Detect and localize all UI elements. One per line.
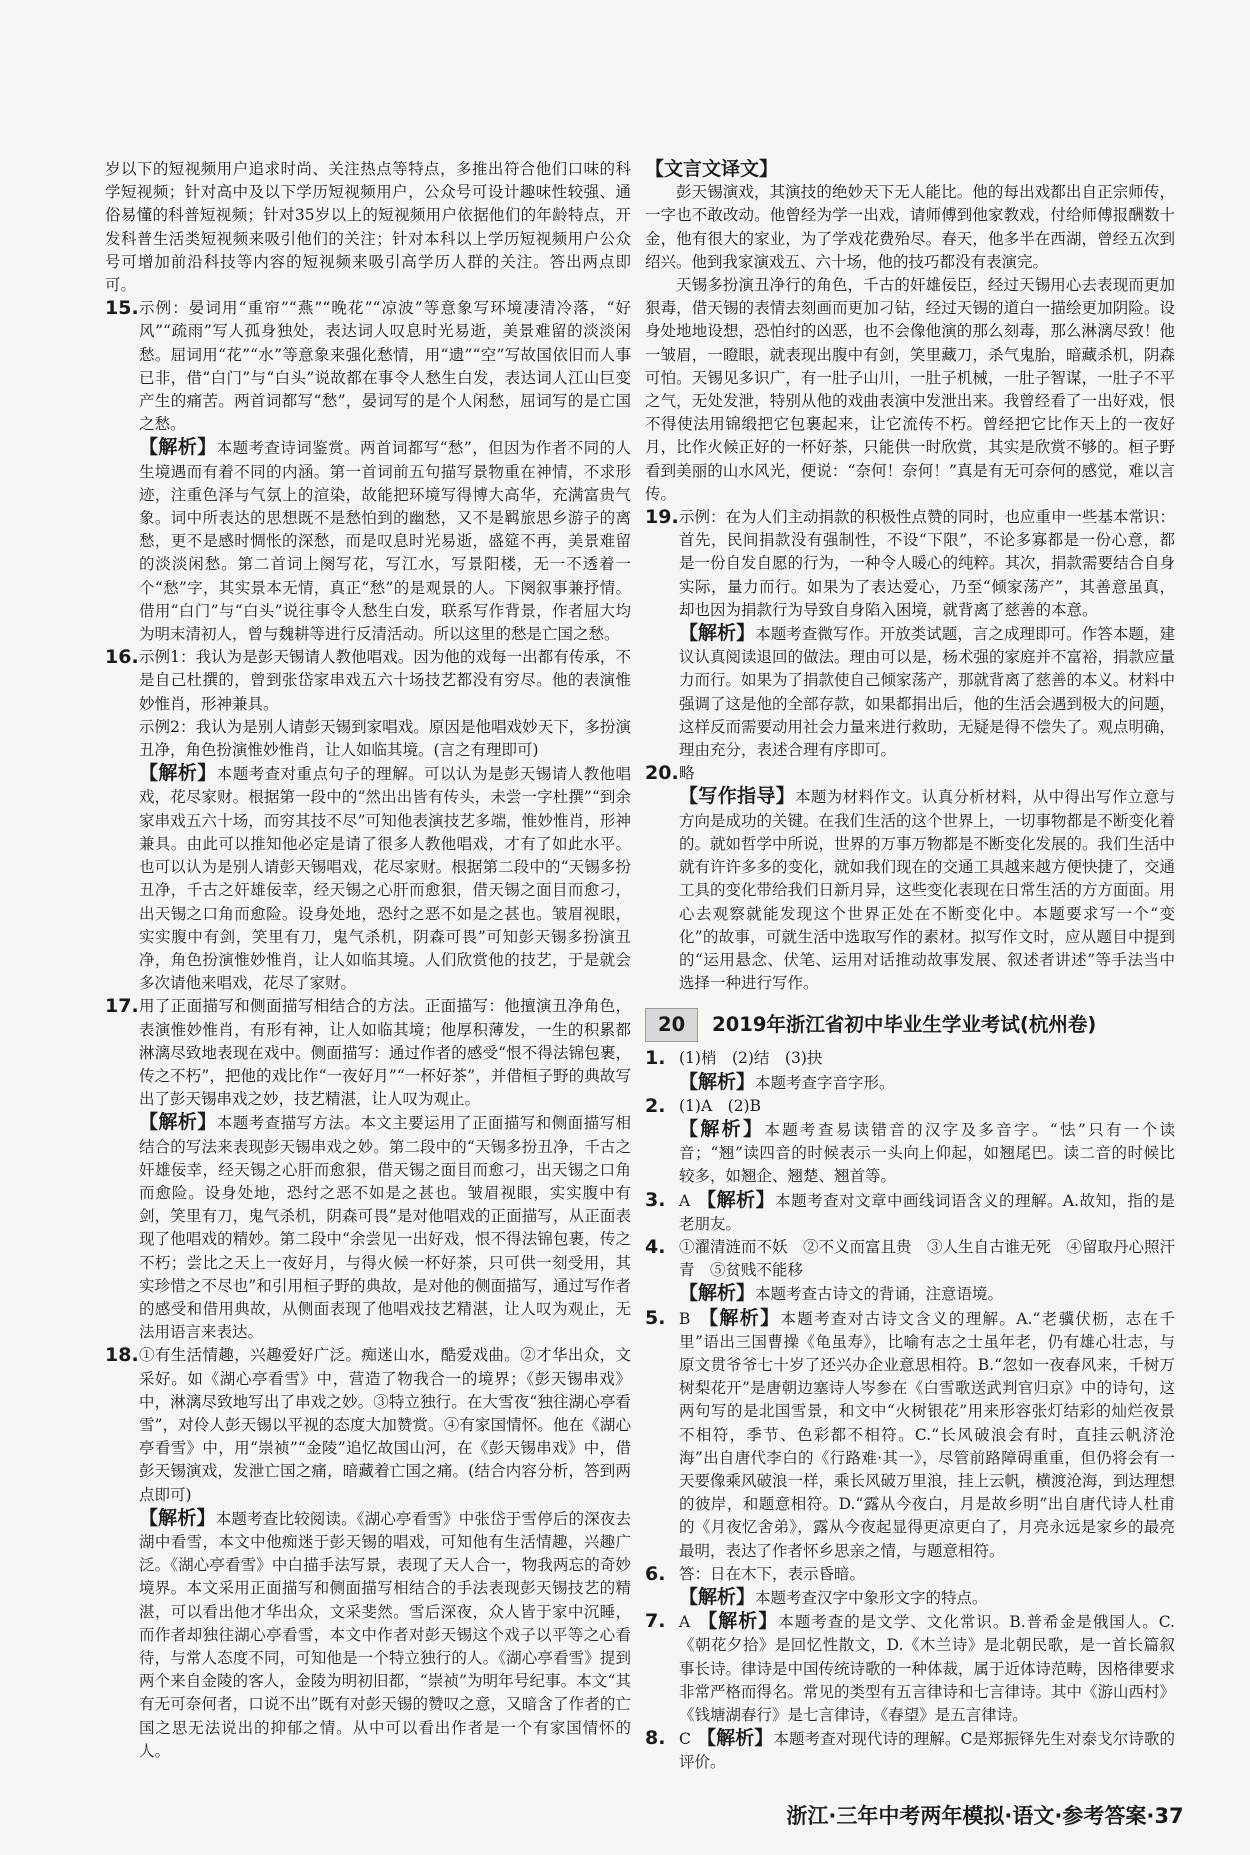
section-number: 20 [645,1008,698,1042]
translation-paragraph: 彭天锡演戏，其演技的绝妙天下无人能比。他的每出戏都出自正宗师传，一字也不敢改动。他曾经为学一出戏，请师傅到他家教戏，付给师傅报酬数十金，他有很大的家业，为了学戏花费殆尽。春天，他多半在西湖，曾经五次到绍兴。他到我家演戏五、六十场，他的技巧都没有表演完。 [645,183,1175,271]
left-column [105,158,631,1763]
analysis-text: 本题考查对文章中画线词语含义的理解。A.故知，指的是老朋友。 [679,1191,1175,1233]
analysis-tag: 【解析】 [707,1610,779,1633]
analysis-text: 本题考查易读错音的汉字及多音字。“怯”只有一个读音；“翘”读四音的时候表示一头向上仰起，如翘尾巴。读二音的时候比较多，如翘企、翘楚、翘首等。 [679,1120,1175,1186]
translation-heading: 【文言文译文】 [645,158,779,180]
analysis-tag: 【解析】 [706,1188,776,1211]
analysis-text: 本题考查微写作。开放类试题，言之成理即可。作答本题，建议认真阅读退回的做法。理由可以是，杨术强的家庭并不富裕，捐款应量力而行。如果为了捐款使自己倾家荡产，那就背离了慈善的本义。材料中强调了这是他的全部存款，如果都捐出后，他的生活会遇到极大的问题，这样反而需要动用社会力量来进行救助，无疑是得不偿失了。观点明确，理由充分，表述合理有序即可。 [679,625,1176,760]
analysis-tag: 【解析】 [708,1306,781,1329]
answer-number: 17. [105,995,139,1018]
analysis-text: 本题为材料作文。认真分析材料，从中得出写作立意与方向是成功的关键。在我们生活的这个世界上，一切事物都是不断变化着的。就如哲学中所说，世界的万事万物都是不断变化发展的。我们生活中就有许许多多的变化，就如我们现在的交通工具越来越方便快捷了，交通工具的变化带给我们日新月异，这些变化表现在日常生活的方方面面。用心去观察就能发现这个世界正处在不断变化中。本题要求写一个“变化”的故事，可就生活中选取写作的素材。拟写作文时，应从题目中提到的“运用悬念、伏笔、运用对话推动故事发展、叙述者讲述”等手法当中选择一种进行写作。 [679,788,1176,993]
analysis-text: 本题考查描写方法。本文主要运用了正面描写和侧面描写相结合的写法来表现彭天锡串戏之妙。第二段中的“天锡多扮丑净，千古之奸雄佞幸，经天锡之心肝而愈狠，借天锡之面目而愈刁，出天锡之口角而愈险。设身处地，恐纣之恶不如是之甚也。皱眉视眼，实实腹中有剑，笑里有刀，鬼气杀机，阴森可畏”是对他唱戏的正面描写，从正面表现了他唱戏的精妙。第二段中“余尝见一出好戏，恨不得法锦包裹，传之不朽；尝比之天上一夜好月，与得火候一杯好茶，只可供一刻受用，其实珍惜之不尽也”和引用桓子野的典故，是对他的侧面描写，通过写作者的感受和借用典故，从侧面表现了他唱戏技艺精湛，让人叹为观止，无法用语言来表达。 [139,1114,631,1342]
answer-8 [645,1727,1175,1774]
translation-paragraph: 天锡多扮演丑净行的角色，千古的奸雄佞臣，经过天锡用心去表现而更加狠毒，借天锡的表情去刻画而更加刁钻，经过天锡的道白一描绘更加阴险。设身处地地设想，恐怕纣的凶恶，也不会像他演的那么刻毒，那么淋漓尽致！他一皱眉，一瞪眼，就表现出腹中有剑，笑里藏刀，杀气鬼胎，暗藏杀机，阴森可怕。天锡见多识广，有一肚子山川，一肚子机械，一肚子智谋，一肚子不平之气，无处发泄，特别从他的戏曲表演中发泄出来。我曾经看了一出好戏，恨不得使法用锦缎把它包裹起来，让它流传不朽。曾经把它比作天上的一夜好月，比作火候正好的一杯好茶，只能供一时欣赏，其实是欣赏不够的。桓子野看到美丽的山水风光，便说：“奈何！奈何！”真是有无可奈何的感觉，难以言传。 [645,276,1175,503]
answer-text: ①有生活情趣，兴趣爱好广泛。痴迷山水，酷爱戏曲。②才华出众，文采好。如《湖心亭看雪》中，营造了物我合一的境界；《彭天锡串戏》中，淋漓尽致地写出了串戏之妙。③特立独行。在大雪夜“独往湖心亭看雪”，对伶人彭天锡以平视的态度大加赞赏。④有家国情怀。他在《湖心亭看雪》中，用“崇祯”“金陵”追忆故国山河，在《彭天锡串戏》中，借彭天锡演戏，发泄亡国之痛，暗藏着亡国之痛。(结合内容分析，答到两点即可) [139,1346,631,1504]
answer-1 [645,1047,1175,1094]
analysis-text: 本题考查字音字形。 [755,1073,895,1092]
analysis-text: 本题考查对古诗文含义的理解。A.“老骥伏枥，志在千里”语出三国曹操《龟虽寿》，比喻有志之士虽年老，仍有雄心壮志，与原文贯爷爷七十岁了还兴办企业意思相符。B.“忽如一夜春风来，千树万树梨花开”是唐朝边塞诗人岑参在《白雪歌送武判官归京》中的诗句，这两句写的是北国雪景，和文中“火树银花”用来形容张灯结彩的灿烂夜景不相符，季节、色彩都不相符。C.“长风破浪会有时，直挂云帆济沧海”出自唐代李白的《行路难·其一》，尽管前路障碍重重，但仍将会有一天要像乘风破浪一样，乘长风破万里浪，挂上云帆，横渡沧海，到达理想的彼岸，和题意相符。D.“露从今夜白，月是故乡明”出自唐代诗人杜甫的《月夜忆舍弟》，露从今夜起显得更凉更白了，月亮永远是家乡的最亮最明，表达了作者怀乡思亲之情，与题意相符。 [679,1309,1176,1560]
answer-text: 用了正面描写和侧面描写相结合的方法。正面描写：他擅演丑净角色，表演惟妙惟肖，有形有神，让人如临其境；他厚积薄发，一生的积累都淋漓尽致地表现在戏中。侧面描写：通过作者的感受“恨不得法锦包裹，传之不朽”，把他的戏比作“一夜好月”“一杯好茶”，并借桓子野的典故写出了彭天锡串戏之妙，技艺精湛，让人叹为观止。 [139,997,631,1109]
answer-number: 16. [105,646,139,669]
answer-number: 3. [645,1188,666,1211]
answer-text: 示例：晏词用“重帘”“燕”“晚花”“凉波”等意象写环境凄清冷落，“好风”“疏雨”写人孤身独处，表达词人叹息时光易逝，美景难留的淡淡闲愁。屈词用“花”“水”等意象来强化愁情，用“遗”“空”写故国依旧而人事已非，借“白门”与“白头”说故都在事令人愁生白发，表达词人江山巨变产生的痛苦。两首词都写“愁”，晏词写的是个人闲愁，屈词写的是亡国之愁。 [139,299,631,434]
analysis-tag: 【解析】 [679,622,756,645]
answer-7 [645,1610,1175,1727]
answer-18 [105,1344,631,1763]
answer-text: 略 [679,764,695,783]
section-title: 2019年浙江省初中毕业生学业考试(杭州卷) [712,1013,1097,1037]
answer-6 [645,1563,1175,1610]
answer-number: 20. [645,762,679,785]
answer-number: 2. [645,1094,666,1117]
answer-number: 19. [645,506,679,529]
answer-text: A [679,1191,707,1210]
analysis-tag: 【写作指导】 [679,785,796,808]
answer-2 [645,1095,1175,1189]
analysis-text: 本题考查对现代诗的理解。C是郑振铎先生对泰戈尔诗歌的评价。 [679,1730,1175,1772]
right-column [645,158,1175,1775]
answer-3 [645,1189,1175,1236]
answer-text: 示例2：我认为是别人请彭天锡到家唱戏。原因是他唱戏妙天下，多扮演丑净，角色扮演惟妙惟肖，让人如临其境。(言之有理即可) [139,717,631,760]
analysis-text: 本题考查对重点句子的理解。可以认为是彭天锡请人教他唱戏，花尽家财。根据第一段中的“然出出皆有传头，未尝一字杜撰”“到余家串戏五六十场，而穷其技不尽”可知他表演技艺多端，惟妙惟肖，形神兼具。由此可以推知他必定是请了很多人教他唱戏，才有了如此水平。也可以认为是别人请彭天锡唱戏，花尽家财。根据第二段中的“天锡多扮丑净，千古之奸雄佞幸，经天锡之心肝而愈狠，借天锡之面目而愈刁，出天锡之口角而愈险。设身处地，恐纣之恶不如是之甚也。皱眉视眼，实实腹中有剑，笑里有刀，鬼气杀机，阴森可畏”可知彭天锡多扮演丑净，角色扮演惟妙惟肖，让人如临其境。人们欣赏他的技艺，于是就会多次请他来唱戏，花尽了家财。 [139,765,631,993]
analysis-tag: 【解析】 [139,1111,217,1134]
analysis-tag: 【解析】 [679,1585,756,1608]
answer-17 [105,995,631,1344]
intro-paragraph: 岁以下的短视频用户追求时尚、关注热点等特点，多推出符合他们口味的科学短视频；针对高中及以下学历短视频用户，公众号可设计趣味性较强、通俗易懂的科普短视频；针对35岁以上的短视频用户依据他们的年龄特点，开发科普生活类短视频来吸引他们的关注；针对本科以上学历短视频用户公众号可增加前沿科技等内容的短视频来吸引高学历人群的关注。答出两点即可。 [105,160,631,295]
answer-4 [645,1236,1175,1307]
answer-number: 15. [105,297,139,320]
analysis-tag: 【解析】 [679,1070,756,1093]
answer-20 [645,762,1175,995]
answer-text: 示例：在为人们主动捐款的积极性点赞的同时，也应重申一些基本常识：首先，民间捐款没有强制性，不设“下限”，不论多寡都是一份心意，都是一份自发自愿的行为，一种令人暖心的纯粹。其次，捐款需要结合自身实际，量力而行。如果为了表达爱心，乃至“倾家荡产”，其善意虽真，却也因为捐款行为导致自身陷入困境，就背离了慈善的本意。 [679,508,1176,619]
answer-number: 6. [645,1562,666,1585]
answer-15 [105,297,631,646]
analysis-tag: 【解析】 [706,1727,774,1750]
analysis-tag: 【解析】 [139,436,217,459]
analysis-text: 本题考查的是文学、文化常识。B.普希金是俄国人。C.《朝花夕拾》是回忆性散文，D.《木兰诗》是北朝民歌，是一首长篇叙事长诗。律诗是中国传统诗歌的一种体裁，属于近体诗范畴，因格律要求非常严格而得名。常见的类型有五言律诗和七言律诗。其中《游山西村》《钱塘湖春行》是七言律诗，《春望》是五言律诗。 [679,1613,1176,1724]
answer-text: B [679,1309,709,1328]
answer-number: 5. [645,1306,666,1329]
answer-number: 8. [645,1727,666,1750]
analysis-tag: 【解析】 [139,762,217,785]
analysis-tag: 【解析】 [679,1282,756,1305]
answer-number: 18. [105,1344,139,1367]
section-header [645,1007,1175,1043]
answer-number: 1. [645,1047,666,1070]
answer-text: (1)梢 (2)结 (3)抉 [679,1049,823,1068]
answer-number: 4. [645,1235,666,1258]
answer-text: 示例1：我认为是彭天锡请人教他唱戏。因为他的戏每一出都有传承，不是自己杜撰的，曾到张岱家串戏五六十场技艺都没有穷尽。他的表演惟妙惟肖，形神兼具。 [139,648,631,713]
analysis-text: 本题考查诗词鉴赏。两首词都写“愁”，但因为作者不同的人生境遇而有着不同的内涵。第一首词前五句描写景物重在神情，不求形迹，注重色泽与气氛上的渲染，故能把环境写得博大高华，充满富贵气象。词中所表达的思想既不是愁怕到的幽愁，又不是羁旅思乡游子的离愁，更不是感时惆怅的深愁，而是叹息时光易逝，盛筵不再，美景难留的淡淡闲愁。第二首词上阕写花，写江水，写景阳楼，无一不透着一个“愁”字，其实景本无情，真正“愁”的是观景的人。下阕叙事兼抒情。借用“白门”与“白头”说往事令人愁生白发，联系写作背景，作者屈大均为明末清初人，曾与魏耕等进行反清活动。所以这里的愁是亡国之愁。 [139,439,631,644]
page-footer [0,1800,1250,1830]
answer-text: C [679,1730,707,1749]
answer-number: 7. [645,1610,666,1633]
analysis-text: 本题考查比较阅读。《湖心亭看雪》中张岱于雪停后的深夜去湖中看雪，本文中他痴迷于彭天锡的唱戏，可知他有生活情趣，兴趣广泛。《湖心亭看雪》中白描手法写景，表现了天人合一，物我两忘的奇妙境界。本文采用正面描写和侧面描写相结合的手法表现彭天锡技艺的精湛，可以看出他才华出众，文采斐然。雪后深夜，众人皆于家中沉睡，而作者却独往湖心亭看雪，本文中作者对彭天锡这个戏子以平等之心看待，与常人态度不同，可知他是一个特立独行的人。《湖心亭看雪》提到两个来自金陵的客人，金陵为明初旧都，“崇祯”为明年号纪事。本文“其有无可奈何者，口说不出”既有对彭天锡的赞叹之意，又暗含了作者的亡国之思无法说出的抑郁之情。从中可以看出作者是一个有家国情怀的人。 [139,1509,631,1760]
page-number: 37 [1154,1804,1184,1828]
answer-text: 答：日在木下，表示昏暗。 [679,1564,866,1583]
analysis-tag: 【解析】 [139,1506,216,1529]
answer-text: (1)A (2)B [679,1096,761,1115]
analysis-text: 本题考查汉字中象形文字的特点。 [755,1588,988,1607]
analysis-text: 本题考查古诗文的背诵，注意语境。 [755,1285,1004,1304]
answer-text: A [679,1613,708,1632]
analysis-tag: 【解析】 [679,1117,765,1140]
answer-text: ①濯清涟而不妖 ②不义而富且贵 ③人生自古谁无死 ④留取丹心照汗青 ⑤贫贱不能移 [679,1237,1176,1280]
answer-19 [645,506,1175,762]
answer-5 [645,1307,1175,1563]
footer-text: 浙江·三年中考两年模拟·语文·参考答案· [786,1804,1155,1828]
answer-16 [105,646,631,995]
